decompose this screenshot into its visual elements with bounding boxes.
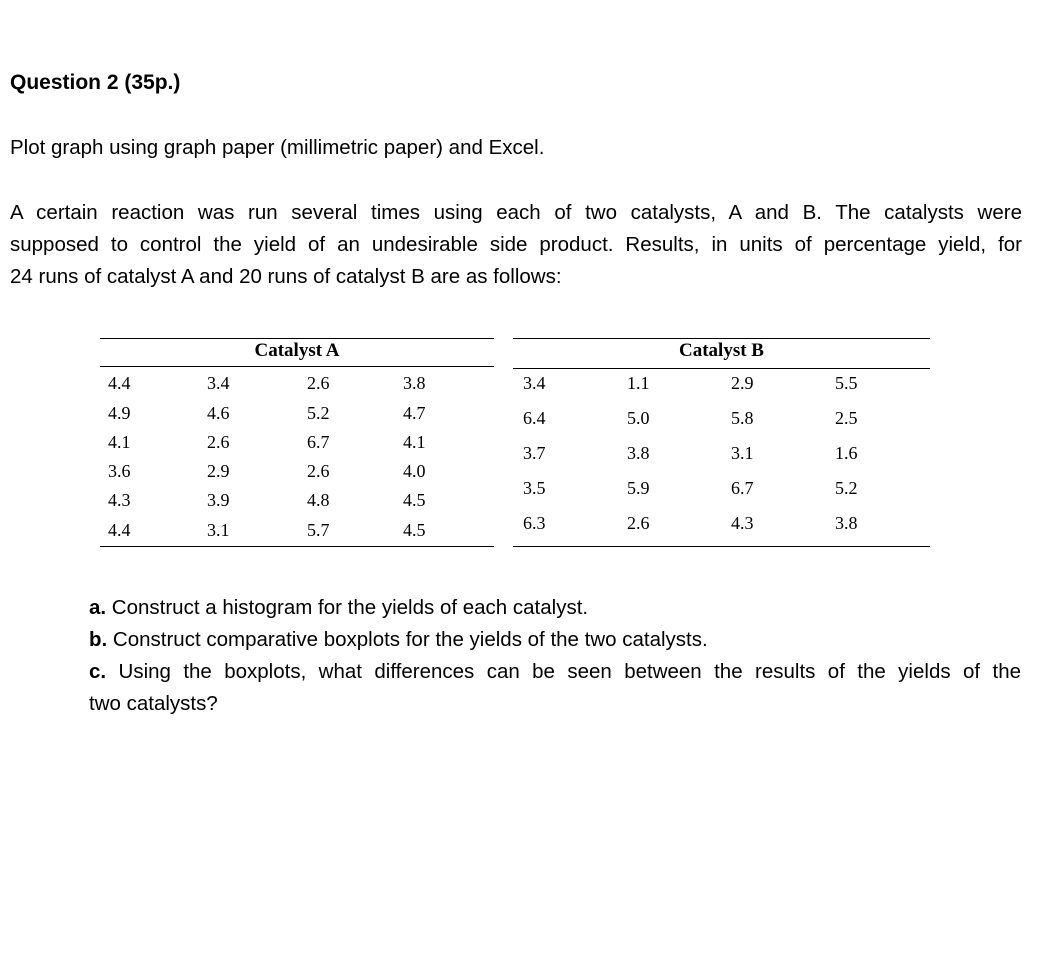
table-cell: 3.4 <box>523 373 546 393</box>
table-cell: 3.6 <box>108 461 131 481</box>
question-item-a <box>89 592 1021 624</box>
table-cell: 2.6 <box>307 461 330 481</box>
table-cell: 4.5 <box>403 520 426 540</box>
table-cell: 3.8 <box>835 513 858 533</box>
table-cell: 4.9 <box>108 403 131 423</box>
table-cell: 6.7 <box>307 432 330 452</box>
table-cell: 3.5 <box>523 478 546 498</box>
table-cell: 6.4 <box>523 408 546 428</box>
table-cell: 4.7 <box>403 403 426 423</box>
question-text: Using the boxplots, what differences can be seen between the results of the yields of the <box>106 660 1021 683</box>
question-list <box>89 592 1021 720</box>
table-cell: 4.4 <box>108 373 131 393</box>
paragraph-line: 24 runs of catalyst A and 20 runs of catalyst B are as follows: <box>10 265 562 288</box>
paragraph-line: A certain reaction was run several times using each of two catalysts, A and B. The catalysts were <box>10 201 1022 224</box>
table-cell: 1.1 <box>627 373 650 393</box>
table-header-rule <box>513 368 930 369</box>
question-title: Question 2 (35p.) <box>10 71 181 94</box>
table-cell: 2.6 <box>207 432 230 452</box>
table-cell: 2.6 <box>627 513 650 533</box>
table-cell: 4.6 <box>207 403 230 423</box>
table-cell: 3.9 <box>207 490 230 510</box>
table-cell: 3.4 <box>207 373 230 393</box>
problem-description <box>10 197 1022 293</box>
table-cell: 5.7 <box>307 520 330 540</box>
catalyst-a-table <box>100 338 494 552</box>
question-text: Construct comparative boxplots for the yields of the two catalysts. <box>107 628 708 651</box>
catalyst-a-caption: Catalyst A <box>254 340 340 361</box>
catalyst-b-caption: Catalyst B <box>679 340 764 361</box>
table-cell: 3.7 <box>523 443 546 463</box>
question-label: c. <box>89 660 107 683</box>
table-cell: 3.1 <box>731 443 754 463</box>
table-cell: 4.1 <box>108 432 131 452</box>
question-label: a. <box>89 596 107 619</box>
question-item-c <box>89 656 1021 688</box>
question-text: Construct a histogram for the yields of each catalyst. <box>106 596 589 619</box>
table-cell: 4.4 <box>108 520 131 540</box>
table-cell: 2.5 <box>835 408 858 428</box>
table-cell: 4.3 <box>108 490 131 510</box>
table-cell: 2.9 <box>207 461 230 481</box>
table-cell: 3.1 <box>207 520 230 540</box>
table-cell: 3.8 <box>627 443 650 463</box>
table-cell: 4.0 <box>403 461 426 481</box>
table-cell: 2.6 <box>307 373 330 393</box>
table-top-rule <box>513 338 930 339</box>
table-bottom-rule <box>513 546 930 547</box>
table-cell: 5.5 <box>835 373 858 393</box>
question-label: b. <box>89 628 108 651</box>
table-cell: 4.1 <box>403 432 426 452</box>
table-cell: 5.9 <box>627 478 650 498</box>
table-cell: 1.6 <box>835 443 858 463</box>
question-item-b <box>89 624 1021 656</box>
table-cell: 6.3 <box>523 513 546 533</box>
table-cell: 5.0 <box>627 408 650 428</box>
table-cell: 6.7 <box>731 478 754 498</box>
table-cell: 3.8 <box>403 373 426 393</box>
table-cell: 4.3 <box>731 513 754 533</box>
table-cell: 5.8 <box>731 408 754 428</box>
paragraph-line: supposed to control the yield of an undesirable side product. Results, in units of percentage yield, for <box>10 233 1022 256</box>
question-item-c-continuation: two catalysts? <box>89 692 218 715</box>
table-header-rule <box>100 366 494 367</box>
instruction-text: Plot graph using graph paper (millimetric paper) and Excel. <box>10 136 545 159</box>
table-cell: 2.9 <box>731 373 754 393</box>
table-bottom-rule <box>100 546 494 547</box>
table-cell: 5.2 <box>835 478 858 498</box>
table-cell: 4.8 <box>307 490 330 510</box>
table-top-rule <box>100 338 494 339</box>
table-cell: 5.2 <box>307 403 330 423</box>
catalyst-b-table <box>513 338 930 552</box>
table-cell: 4.5 <box>403 490 426 510</box>
